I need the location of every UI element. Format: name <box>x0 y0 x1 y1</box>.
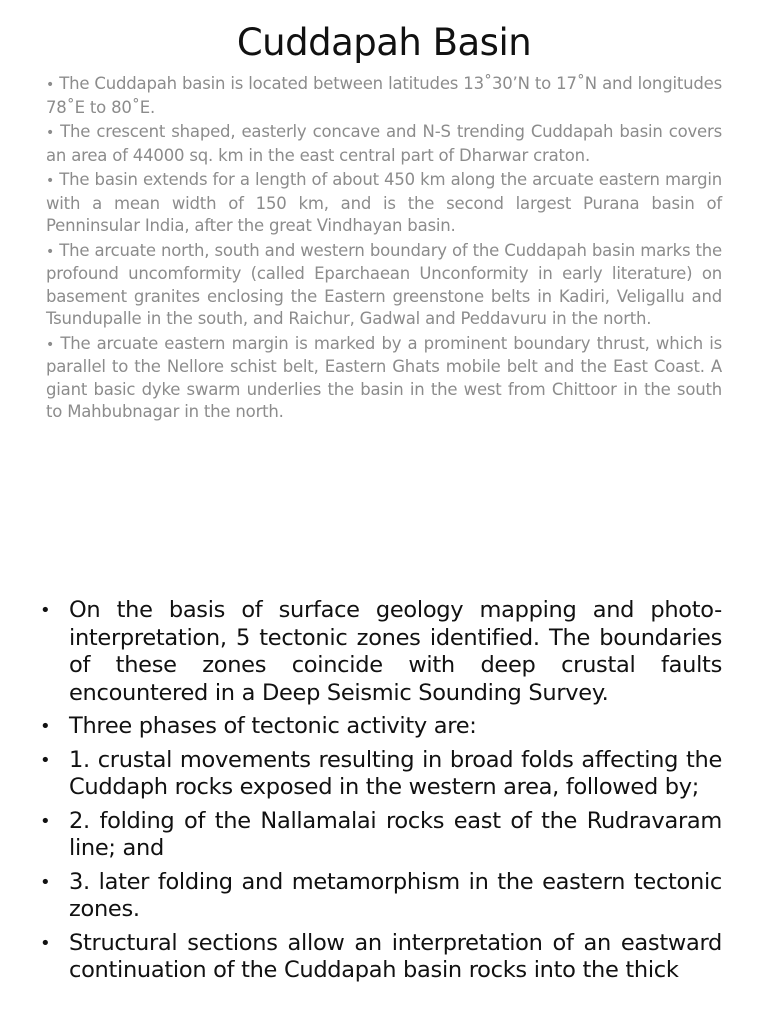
list-item <box>40 869 722 924</box>
list-item <box>46 240 722 331</box>
upper-bullet-list <box>46 73 722 426</box>
bullet-icon: • <box>40 871 51 893</box>
bullet-icon: • <box>46 77 55 93</box>
list-item-text: Structural sections allow an interpretation of an eastward continuation of the Cuddapah basin rocks into the thick <box>69 929 722 983</box>
bullet-icon: • <box>40 600 51 621</box>
bullet-icon: • <box>40 716 51 737</box>
page-title: Cuddapah Basin <box>236 21 532 64</box>
list-item <box>40 747 722 802</box>
list-item <box>46 169 722 238</box>
list-item-text: The Cuddapah basin is located between latitudes 13˚30’N to 17˚N and longitudes 78˚E to 80˚E. <box>46 74 722 117</box>
list-item <box>46 333 722 424</box>
bullet-icon: • <box>40 932 51 954</box>
list-item <box>40 808 722 863</box>
list-item <box>40 930 722 985</box>
list-item-text: The crescent shaped, easterly concave and N-S trending Cuddapah basin covers an area of 44000 sq. km in the east central part of Dharwar craton. <box>46 122 722 165</box>
bullet-icon: • <box>40 810 51 832</box>
bullet-icon: • <box>46 125 55 141</box>
list-item-text: 3. later folding and metamorphism in the eastern tectonic zones. <box>69 868 722 922</box>
list-item-text: Three phases of tectonic activity are: <box>69 713 477 739</box>
list-item-text: 2. folding of the Nallamalai rocks east of the Rudravaram line; and <box>69 807 722 861</box>
list-item <box>46 121 722 167</box>
list-item <box>46 73 722 119</box>
list-item-text: The basin extends for a length of about 450 km along the arcuate eastern margin with a mean width of 150 km, and is the second largest Purana basin of Penninsular India, after the great Vindhayan basin. <box>46 170 722 235</box>
list-item <box>40 597 722 707</box>
bullet-icon: • <box>46 336 55 353</box>
list-item <box>40 713 722 741</box>
list-item-text: The arcuate north, south and western boundary of the Cuddapah basin marks the profound uncomformity (called Eparchaean Unconformity in early literature) on basement granites enclosing the Eastern greenstone belts in Kadiri, Veligallu and Tsundupalle in the south, and Raichur, Gadwal and Peddavuru in the north. <box>46 240 723 328</box>
lower-bullet-list <box>40 597 722 991</box>
list-item-text: The arcuate eastern margin is marked by a prominent boundary thrust, which is parallel to the Nellore schist belt, Eastern Ghats mobile belt and the East Coast. A giant basic dyke swarm underlies the basin in the west from Chittoor in the south to Mahbubnagar in the north. <box>46 333 722 421</box>
bullet-icon: • <box>46 243 55 260</box>
bullet-icon: • <box>46 173 55 189</box>
list-item-text: On the basis of surface geology mapping and photo-interpretation, 5 tectonic zones identified. The boundaries of these zones coincide with deep crustal faults encountered in a Deep Seismic Sounding Survey. <box>69 597 722 706</box>
list-item-text: 1. crustal movements resulting in broad folds affecting the Cuddaph rocks exposed in the western area, followed by; <box>69 746 722 800</box>
bullet-icon: • <box>40 749 51 771</box>
